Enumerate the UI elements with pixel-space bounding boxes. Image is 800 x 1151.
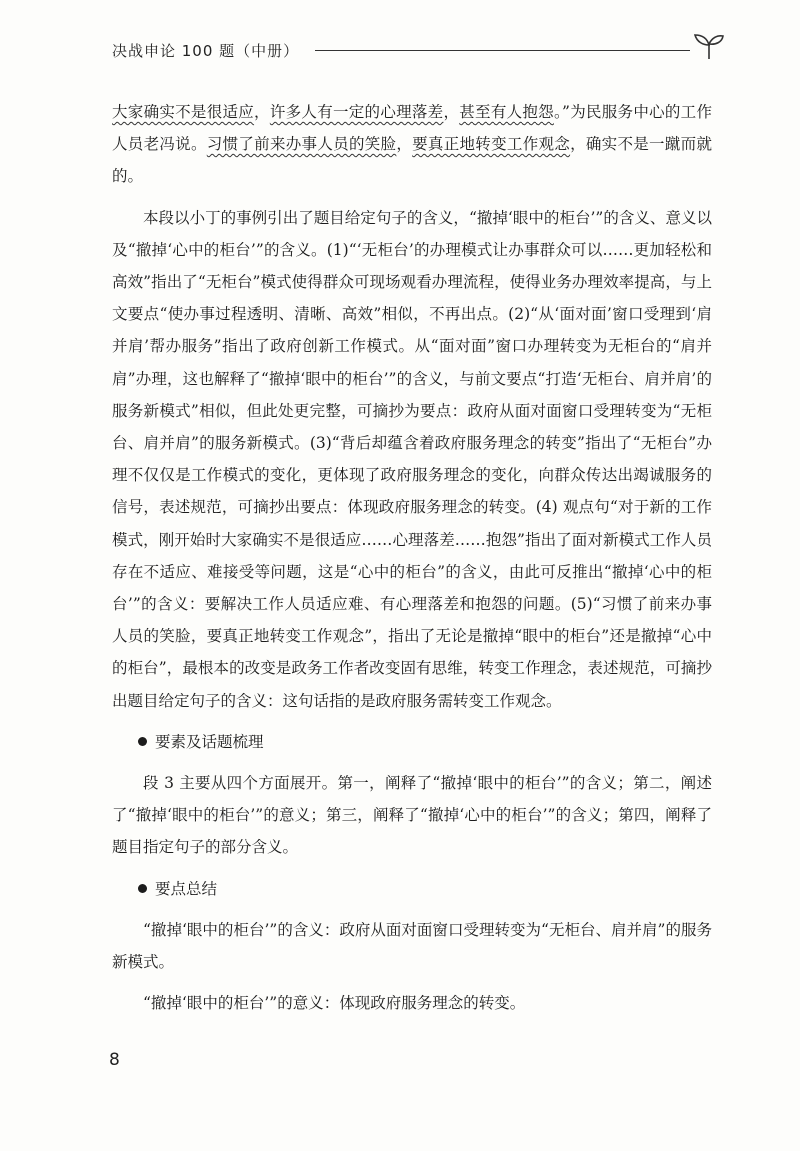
text-run: ， xyxy=(396,135,413,154)
underlined-phrase: 许多人有一定的心理落差 xyxy=(269,103,444,121)
header-title: 决战申论 100 题（中册） xyxy=(112,42,300,60)
elements-paragraph: 段 3 主要从四个方面展开。第一，阐释了“撤掉‘眼中的柜台’”的含义；第二，阐述了“撤掉‘眼中的柜台’”的意义；第三，阐释了“撤掉‘心中的柜台’”的含义；第四，阐释了题目指定句子的部分含义。 xyxy=(112,774,712,857)
header-rule xyxy=(315,50,690,51)
section-heading-summary xyxy=(112,873,712,905)
underlined-phrase: 要真正地转变工作观念 xyxy=(412,135,571,154)
section-heading-text: 要点总结 xyxy=(155,879,218,898)
text-run: ，确实不是一蹴而就的。 xyxy=(112,135,712,186)
running-header xyxy=(112,38,724,68)
text-run: ， xyxy=(254,103,270,121)
main-text xyxy=(112,96,712,1028)
sprout-icon xyxy=(692,32,726,60)
text-run: ， xyxy=(443,103,460,121)
summary-point-2: “撤掉‘眼中的柜台’”的意义：体现政府服务理念的转变。 xyxy=(143,994,526,1013)
bullet-dot-icon xyxy=(138,737,147,746)
underlined-phrase: 习惯了前来办事人员的笑脸 xyxy=(206,135,397,154)
section-heading-elements xyxy=(112,726,712,758)
section-heading-text: 要素及话题梳理 xyxy=(155,732,264,751)
analysis-paragraph: 本段以小丁的事例引出了题目给定句子的含义，“撤掉‘眼中的柜台’”的含义、意义以及“撤掉‘心中的柜台’”的含义。(1)“‘无柜台’的办理模式让办事群众可以……更加轻松和高效”指出了“无柜台”模式使得群众可现场观看办理流程，使得业务办理效率提高，与上文要点“使办事过程透明、清晰、高效”相似，不再出点。(2)“从‘面对面’窗口受理到‘肩并肩’帮办服务”指出了政府创新工作模式。从“面对面”窗口办理转变为无柜台的“肩并肩”办理，这也解释了“撤掉‘眼中的柜台’”的含义，与前文要点“打造‘无柜台、肩并肩’的服务新模式”相似，但此处更完整，可摘抄为要点：政府从面对面窗口受理转变为“无柜台、肩并肩”的服务新模式。(3)“背后却蕴含着政府服务理念的转变”指出了“无柜台”办理不仅仅是工作模式的变化，更体现了政府服务理念的变化，向群众传达出竭诚服务的信号，表述规范，可摘抄出要点：体现政府服务理念的转变。(4) 观点句“对于新的工作模式，刚开始时大家确实不是很适应……心理落差……抱怨”指出了面对新模式工作人员存在不适应、难接受等问题，这是“心中的柜台”的含义，由此可反推出“撤掉‘心中的柜台’”的含义：要解决工作人员适应难、有心理落差和抱怨的问题。(5)“习惯了前来办事人员的笑脸，要真正地转变工作观念”，指出了无论是撤掉“眼中的柜台”还是撤掉“心中的柜台”，最根本的改变是政务工作者改变固有思维，转变工作理念，表述规范，可摘抄出题目给定句子的含义：这句话指的是政府服务需转变工作观念。 xyxy=(112,208,712,710)
underlined-phrase: 大家确实不是很适应 xyxy=(112,103,255,121)
text-run: 。”为民服务中心的工作人员老冯说。 xyxy=(112,103,712,154)
continuation-paragraph xyxy=(112,96,712,193)
page-number: 8 xyxy=(109,1050,120,1070)
bullet-dot-icon xyxy=(138,884,147,893)
summary-point-1: “撤掉‘眼中的柜台’”的含义：政府从面对面窗口受理转变为“无柜台、肩并肩”的服务新模式。 xyxy=(112,920,712,972)
underlined-phrase: 甚至有人抱怨 xyxy=(459,103,554,121)
